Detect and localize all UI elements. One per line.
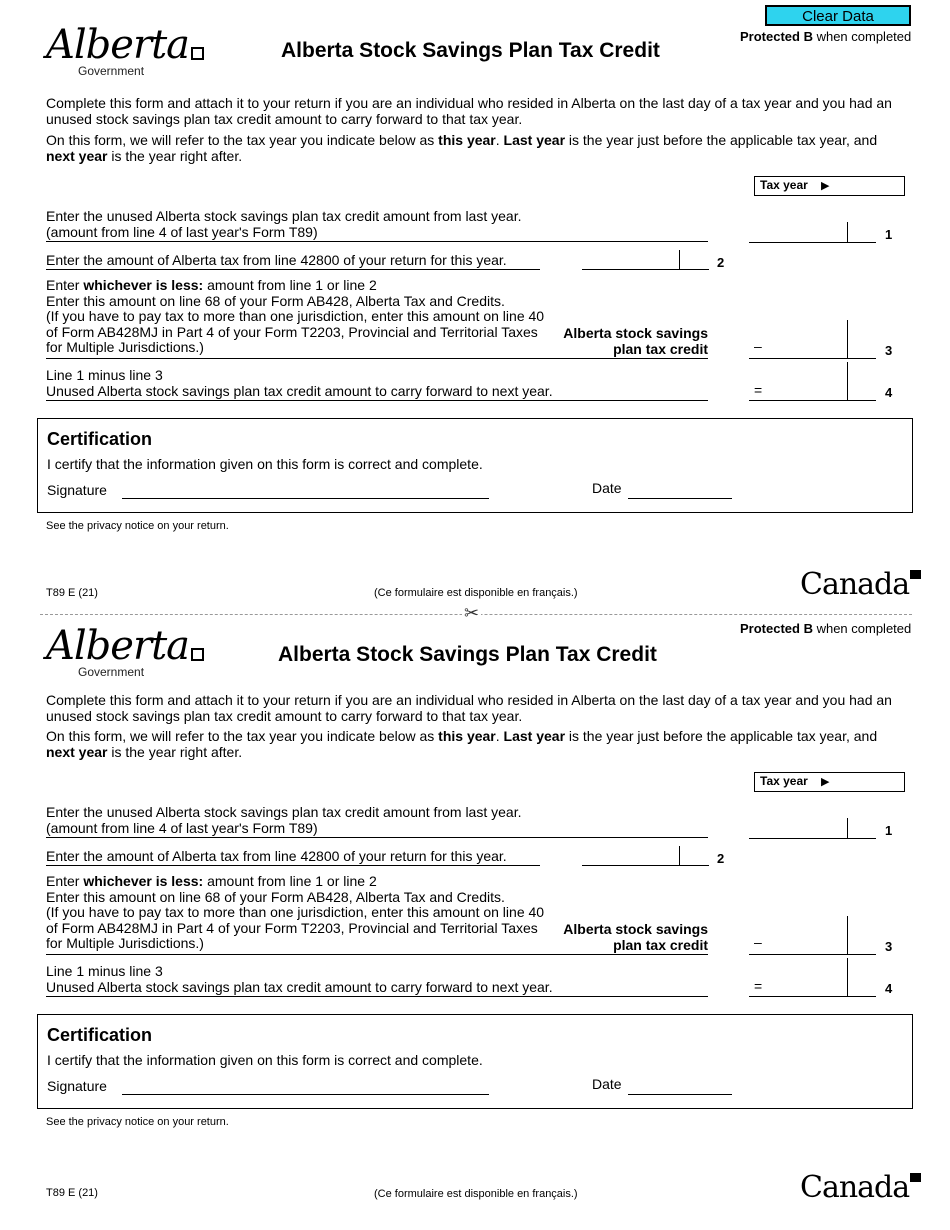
line1-label: Enter the unused Alberta stock savings plan tax credit amount from last year. (amount from line 4 of last year's Form T89) [46, 804, 522, 836]
arrow-icon: ▶ [821, 776, 830, 788]
definitions-paragraph: On this form, we will refer to the tax year you indicate below as this year. Last year is the year just before the applicable tax year, and next year is the year right after. [46, 728, 878, 760]
government-label: Government [78, 665, 145, 679]
line4-amount-field[interactable] [749, 958, 876, 997]
line3-label: Enter whichever is less: amount from line 1 or line 2 Enter this amount on line 68 of your Form AB428, Alberta Tax and Credits. (If you have to pay tax to more than one jurisdiction, enter this amount on line 40 of Form AB428MJ in Part 4 of your Form T2203, Provincial and Territorial Taxes for Multiple Jurisdictions.) [46, 277, 545, 355]
line2-number: 2 [717, 851, 725, 866]
french-availability: (Ce formulaire est disponible en français.) [374, 587, 578, 599]
line1-number: 1 [885, 823, 893, 838]
date-field[interactable] [628, 498, 732, 499]
minus-operator: – [754, 338, 762, 354]
alberta-logo: Alberta [46, 25, 204, 65]
equals-operator: = [754, 382, 763, 398]
privacy-notice: See the privacy notice on your return. [46, 520, 229, 532]
alberta-logo: Alberta [46, 626, 204, 666]
certification-statement: I certify that the information given on this form is correct and complete. [47, 1052, 483, 1068]
protected-notice: Protected B when completed [740, 621, 912, 636]
certification-box [37, 418, 913, 513]
privacy-notice: See the privacy notice on your return. [46, 1116, 229, 1128]
line3-result-label: Alberta stock savings plan tax credit [563, 921, 708, 953]
date-label: Date [592, 1076, 622, 1092]
line3-amount-field[interactable] [749, 916, 876, 955]
certification-title: Certification [47, 1025, 153, 1045]
canada-wordmark: Canada [800, 567, 921, 602]
line3-result-label: Alberta stock savings plan tax credit [563, 325, 708, 357]
equals-operator: = [754, 978, 763, 994]
tax-year-label: Tax year [760, 774, 808, 788]
date-field[interactable] [628, 1094, 732, 1095]
line4-label: Line 1 minus line 3 Unused Alberta stock savings plan tax credit amount to carry forward to next year. [46, 963, 553, 995]
line2-amount-field[interactable] [582, 250, 709, 270]
line4-number: 4 [885, 385, 893, 400]
line4-amount-field[interactable] [749, 362, 876, 401]
signature-label: Signature [47, 482, 107, 498]
tax-year-field[interactable] [754, 772, 905, 792]
line1-amount-field[interactable] [749, 818, 876, 839]
page-title: Alberta Stock Savings Plan Tax Credit [278, 643, 657, 666]
line1-label: Enter the unused Alberta stock savings plan tax credit amount from last year. (amount from line 4 of last year's Form T89) [46, 208, 522, 240]
page-title: Alberta Stock Savings Plan Tax Credit [281, 39, 660, 62]
line3-amount-field[interactable] [749, 320, 876, 359]
scissors-icon: ✂ [464, 603, 480, 623]
signature-field[interactable] [122, 1094, 489, 1095]
signature-label: Signature [47, 1078, 107, 1094]
certification-statement: I certify that the information given on this form is correct and complete. [47, 456, 483, 472]
certification-title: Certification [47, 429, 153, 449]
line3-label: Enter whichever is less: amount from line 1 or line 2 Enter this amount on line 68 of your Form AB428, Alberta Tax and Credits. (If you have to pay tax to more than one jurisdiction, enter this amount on line 40 of Form AB428MJ in Part 4 of your Form T2203, Provincial and Territorial Taxes for Multiple Jurisdictions.) [46, 873, 545, 951]
line3-number: 3 [885, 343, 893, 358]
line2-label: Enter the amount of Alberta tax from line 42800 of your return for this year. [46, 848, 507, 864]
line4-label: Line 1 minus line 3 Unused Alberta stock savings plan tax credit amount to carry forward to next year. [46, 367, 553, 399]
arrow-icon: ▶ [821, 180, 830, 192]
signature-field[interactable] [122, 498, 489, 499]
tax-year-label: Tax year [760, 178, 808, 192]
line1-amount-field[interactable] [749, 222, 876, 243]
line1-number: 1 [885, 227, 893, 242]
form-code: T89 E (21) [46, 1187, 98, 1199]
intro-paragraph: Complete this form and attach it to your return if you are an individual who resided in Alberta on the last day of a tax year and you had an unused stock savings plan tax credit amount to carry forward to that tax year. [46, 692, 892, 724]
definitions-paragraph: On this form, we will refer to the tax year you indicate below as this year. Last year is the year just before the applicable tax year, and next year is the year right after. [46, 132, 878, 164]
date-label: Date [592, 480, 622, 496]
certification-box [37, 1014, 913, 1109]
clear-data-button[interactable]: Clear Data [765, 5, 911, 26]
line2-amount-field[interactable] [582, 846, 709, 866]
line4-number: 4 [885, 981, 893, 996]
tax-year-field[interactable] [754, 176, 905, 196]
form-code: T89 E (21) [46, 587, 98, 599]
intro-paragraph: Complete this form and attach it to your return if you are an individual who resided in Alberta on the last day of a tax year and you had an unused stock savings plan tax credit amount to carry forward to that tax year. [46, 95, 892, 127]
protected-notice: Protected B when completed [740, 29, 912, 44]
government-label: Government [78, 64, 145, 78]
french-availability: (Ce formulaire est disponible en français.) [374, 1188, 578, 1200]
minus-operator: – [754, 934, 762, 950]
line2-number: 2 [717, 255, 725, 270]
canada-wordmark: Canada [800, 1170, 921, 1205]
line2-label: Enter the amount of Alberta tax from line 42800 of your return for this year. [46, 252, 507, 268]
line3-number: 3 [885, 939, 893, 954]
